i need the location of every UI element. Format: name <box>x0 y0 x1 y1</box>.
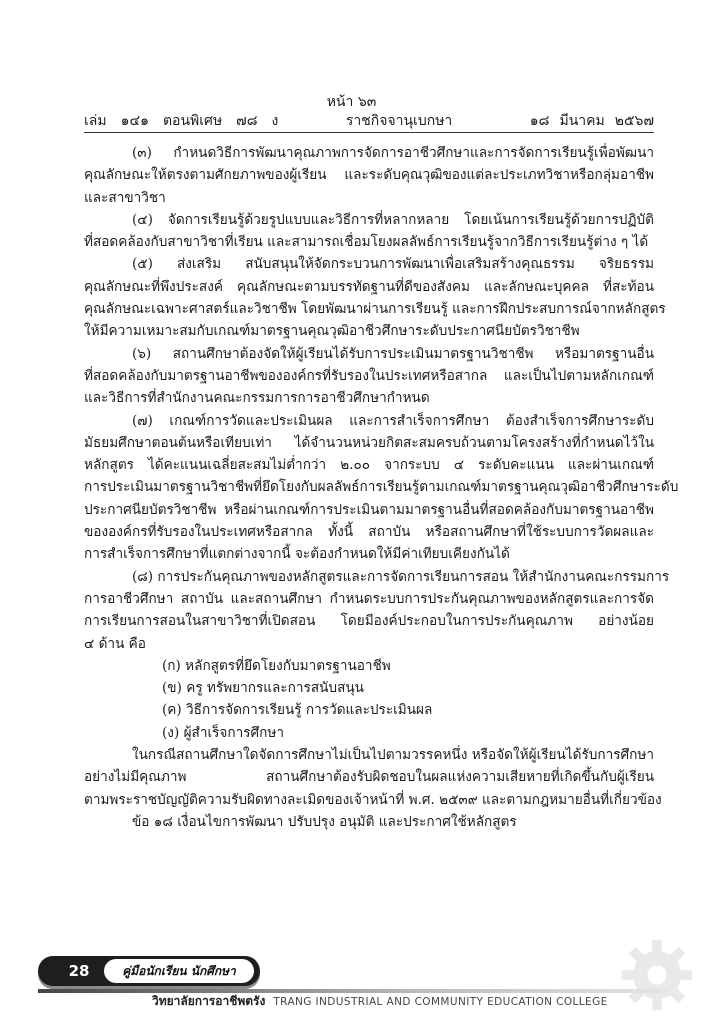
header-date <box>520 110 654 132</box>
body-line: คุณลักษณะที่พึงประสงค์ คุณลักษณะตามบรรทัดฐานที่ดีของสังคม และลักษณะบุคคล ที่สะท้อน <box>84 278 654 295</box>
body-line: ที่สอดคล้องกับมาตรฐานอาชีพขององค์กรที่รับรองในประเทศหรือสากล และเป็นไปตามหลักเกณฑ์ <box>84 367 654 384</box>
section-label: ตอนพิเศษ <box>162 113 223 129</box>
body-line: การประเมินมาตรฐานวิชาชีพที่ยึดโยงกับผลลัพธ์การเรียนรู้ตามเกณฑ์มาตรฐานคุณวุฒิอาชีวศึกษาระดับ <box>84 479 679 496</box>
body-line: (๗) เกณฑ์การวัดและประเมินผล และการสำเร็จการศึกษา ต้องสำเร็จการศึกษาระดับ <box>132 412 654 429</box>
gazette-title: ราชกิจจานุเบกษา <box>345 113 453 129</box>
body-line: ประกาศนียบัตรวิชาชีพ หรือผ่านเกณฑ์การประเมินตามมาตรฐานอื่นที่สอดคล้องกับมาตรฐานอาชีพ <box>84 501 654 518</box>
body-line: ให้มีความเหมาะสมกับเกณฑ์มาตรฐานคุณวุฒิอาชีวศึกษาระดับประกาศนียบัตรวิชาชีพ <box>84 323 580 340</box>
body-line: ๔ ด้าน คือ <box>84 635 146 652</box>
body-line: ตามพระราชบัญญัติความรับผิดทางละเมิดของเจ้าหน้าที่ พ.ศ. ๒๕๓๙ และตามกฎหมายอื่นที่เกี่ยวข้อง <box>84 791 662 808</box>
body-line: (๘) การประกันคุณภาพของหลักสูตรและการจัดการเรียนการสอน ให้สำนักงานคณะกรรมการ <box>132 568 670 585</box>
gazette-header <box>84 110 654 132</box>
body-line: อย่างไม่มีคุณภาพ สถานศึกษาต้องรับผิดชอบในผลแห่งความเสียหายที่เกิดขึ้นกับผู้เรียน <box>84 769 654 786</box>
header-left <box>84 110 278 132</box>
body-line: ขององค์กรที่รับรองในประเทศหรือสากล ทั้งนี้ สถาบัน หรือสถานศึกษาที่ใช้ระบบการวัดผลและ <box>84 524 654 541</box>
document-body <box>84 142 679 833</box>
date-month: มีนาคม <box>559 113 605 129</box>
body-line: ในกรณีสถานศึกษาใดจัดการศึกษาไม่เป็นไปตามวรรคหนึ่ง หรือจัดให้ผู้เรียนได้รับการศึกษา <box>132 747 654 764</box>
page-label: หน้า ๖๓ <box>326 94 377 110</box>
body-line: คุณลักษณะเฉพาะศาสตร์และวิชาชีพ โดยพัฒนาผ่านการเรียนรู้ และการฝึกประสบการณ์จากหลักสูตร <box>84 301 666 318</box>
body-line: มัธยมศึกษาตอนต้นหรือเทียบเท่า ได้จำนวนหน่วยกิตสะสมครบถ้วนตามโครงสร้างที่กำหนดไว้ใน <box>84 434 654 451</box>
gear-icon <box>617 935 697 1015</box>
body-line: (๕) ส่งเสริม สนับสนุนให้จัดกระบวนการพัฒนาเพื่อเสริมสร้างคุณธรรม จริยธรรม <box>132 256 654 273</box>
body-line: (ก) หลักสูตรที่ยึดโยงกับมาตรฐานอาชีพ <box>162 657 391 674</box>
body-line: ที่สอดคล้องกับสาขาวิชาที่เรียน และสามารถเชื่อมโยงผลลัพธ์การเรียนรู้จากวิธีการเรียนรู้ต่าง ๆ ได้ <box>84 234 649 251</box>
section-number: ๗๘ <box>236 113 258 129</box>
college-name-english: TRANG INDUSTRIAL AND COMMUNITY EDUCATION COLLEGE <box>273 996 608 1008</box>
footer-page-number: 28 <box>68 962 90 980</box>
body-line: และวิธีการที่สำนักงานคณะกรรมการการอาชีวศึกษากำหนด <box>84 390 430 407</box>
body-line: คุณลักษณะให้ตรงตามศักยภาพของผู้เรียน และระดับคุณวุฒิของแต่ละประเภทวิชาหรือกลุ่มอาชีพ <box>84 167 654 184</box>
body-line: (ง) ผู้สำเร็จการศึกษา <box>162 724 284 741</box>
body-line: (ข) ครู ทรัพยากรและการสนับสนุน <box>162 680 364 697</box>
body-line: การสำเร็จการศึกษาที่แตกต่างจากนี้ จะต้องกำหนดให้มีค่าเทียบเคียงกันได้ <box>84 546 510 563</box>
college-name-thai: วิทยาลัยการอาชีพตรัง <box>152 994 266 1008</box>
date-day: ๑๘ <box>529 113 550 129</box>
body-line: (๓) กำหนดวิธีการพัฒนาคุณภาพการจัดการอาชีวศึกษาและการจัดการเรียนรู้เพื่อพัฒนา <box>132 145 654 161</box>
body-line: และสาขาวิชา <box>84 189 166 206</box>
header-divider <box>84 132 654 133</box>
body-line: การเรียนการสอนในสาขาวิชาที่เปิดสอน โดยมีองค์ประกอบในการประกันคุณภาพ อย่างน้อย <box>84 613 654 630</box>
body-line: (๔) จัดการเรียนรู้ด้วยรูปแบบและวิธีการที่หลากหลาย โดยเน้นการเรียนรู้ด้วยการปฏิบัติ <box>132 211 654 228</box>
section-letter: ง <box>271 113 279 129</box>
body-line: (ค) วิธีการจัดการเรียนรู้ การวัดและประเมินผล <box>162 702 433 719</box>
body-line: หลักสูตร ได้คะแนนเฉลี่ยสะสมไม่ต่ำกว่า ๒.๐๐ จากระบบ ๔ ระดับคะแนน และผ่านเกณฑ์ <box>84 457 654 474</box>
body-line: ข้อ ๑๘ เงื่อนไขการพัฒนา ปรับปรุง อนุมัติ และประกาศใช้หลักสูตร <box>132 813 517 830</box>
volume-number: ๑๔๑ <box>120 113 149 129</box>
date-year: ๒๕๖๗ <box>614 113 654 129</box>
body-line: (๖) สถานศึกษาต้องจัดให้ผู้เรียนได้รับการประเมินมาตรฐานวิชาชีพ หรือมาตรฐานอื่น <box>132 345 654 362</box>
volume-label: เล่ม <box>84 113 107 129</box>
college-name <box>152 992 608 1011</box>
body-line: การอาชีวศึกษา สถาบัน และสถานศึกษา กำหนดระบบการประกันคุณภาพของหลักสูตรและการจัด <box>84 590 654 607</box>
footer-book-title: คู่มือนักเรียน นักศึกษา <box>104 959 254 983</box>
